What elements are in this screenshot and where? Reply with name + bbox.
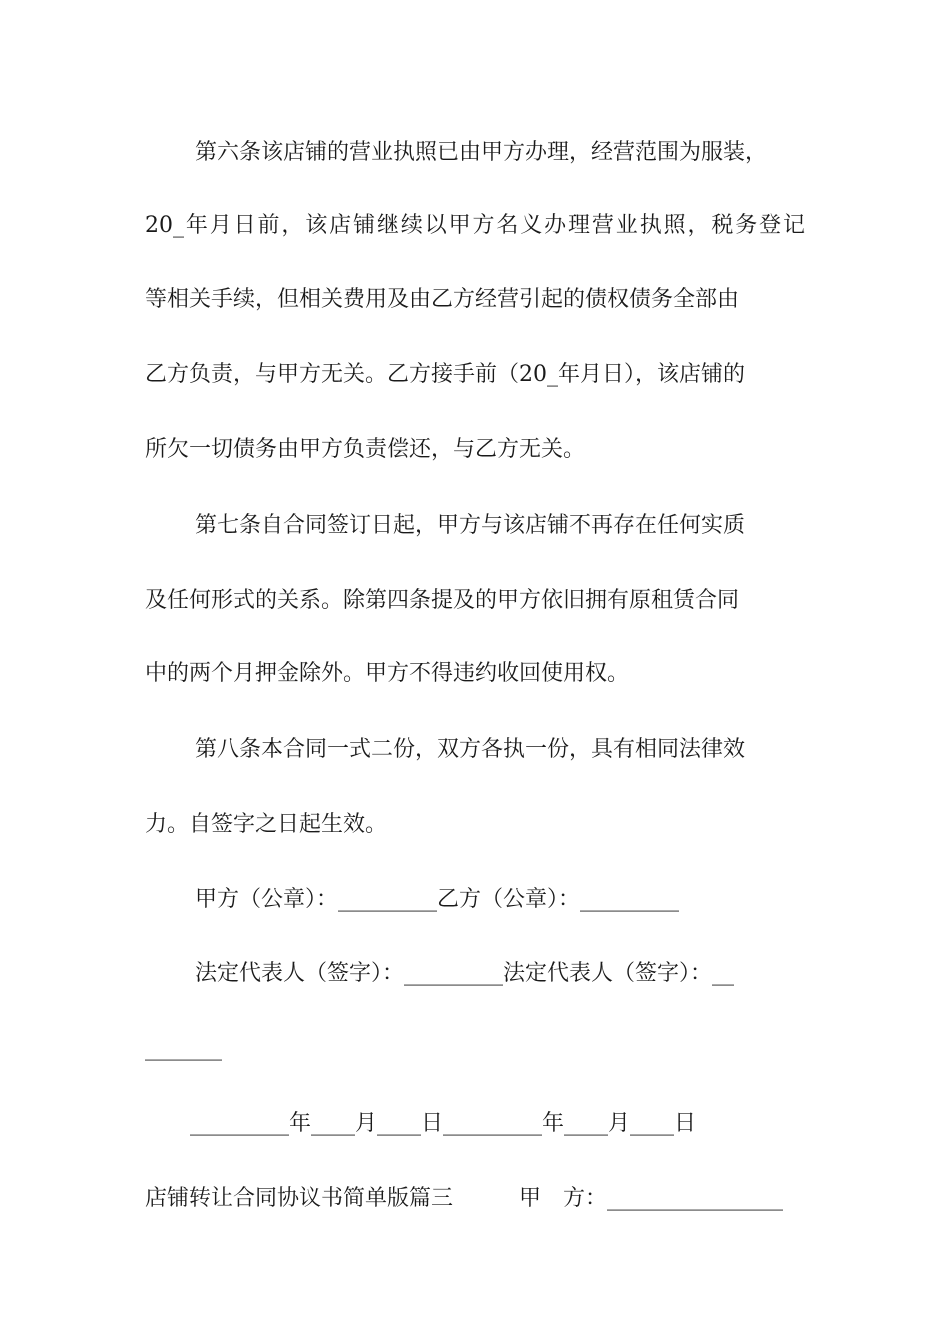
article-6-line-2: 20_年月日前，该店铺继续以甲方名义办理营业执照，税务登记 xyxy=(145,213,805,238)
signature-blank-continuation: _______ xyxy=(145,1036,222,1061)
article-8-line-1: 第八条本合同一式二份，双方各执一份，具有相同法律效 xyxy=(195,737,746,762)
article-6-line-4: 乙方负责，与甲方无关。乙方接手前（20_年月日），该店铺的 xyxy=(145,362,745,387)
party-seal-line: 甲方（公章）：_________乙方（公章）：_________ xyxy=(195,887,680,912)
article-7-line-1: 第七条自合同签订日起，甲方与该店铺不再存在任何实质 xyxy=(195,513,746,538)
article-8-line-2: 力。自签字之日起生效。 xyxy=(145,812,388,837)
legal-representative-line: 法定代表人（签字）：_________法定代表人（签字）：__ xyxy=(195,961,735,986)
article-6-line-3: 等相关手续，但相关费用及由乙方经营引起的债权债务全部由 xyxy=(145,287,740,312)
article-7-line-3: 中的两个月押金除外。甲方不得违约收回使用权。 xyxy=(145,661,630,686)
article-6-line-5: 所欠一切债务由甲方负责偿还，与乙方无关。 xyxy=(145,437,586,462)
date-line: _________年____月____日_________年____月____日 xyxy=(190,1111,697,1136)
article-6-line-1: 第六条该店铺的营业执照已由甲方办理，经营范围为服装， xyxy=(195,140,768,165)
article-7-line-2: 及任何形式的关系。除第四条提及的甲方依旧拥有原租赁合同 xyxy=(145,588,740,613)
section-title-party-a: 店铺转让合同协议书简单版篇三 甲 方：________________ xyxy=(145,1186,784,1211)
